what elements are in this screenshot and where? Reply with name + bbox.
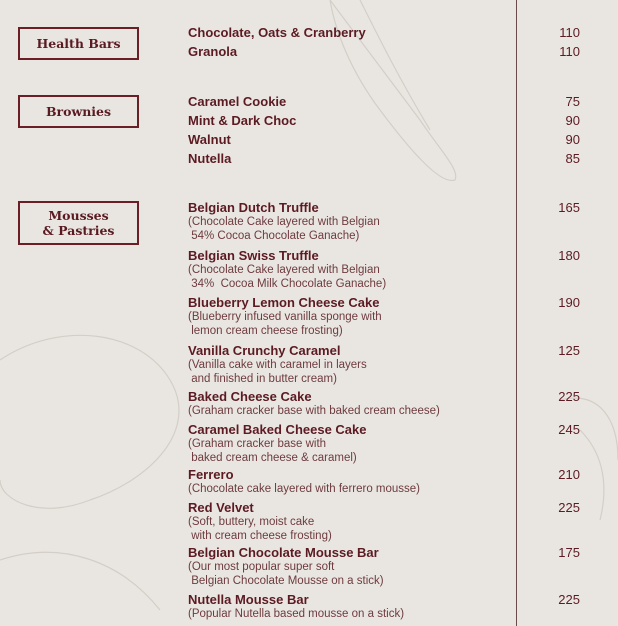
item-price: 165 — [558, 200, 580, 215]
menu-item — [188, 113, 508, 128]
menu-item — [188, 389, 508, 418]
item-name: Granola — [188, 44, 238, 59]
item-price: 90 — [565, 113, 580, 128]
menu-item — [188, 248, 508, 291]
item-price: 90 — [565, 132, 580, 147]
item-name: Belgian Swiss Truffle — [188, 248, 319, 263]
item-price: 180 — [558, 248, 580, 263]
item-price: 175 — [558, 545, 580, 560]
menu-item — [188, 200, 508, 243]
item-name: Red Velvet — [188, 500, 254, 515]
menu-item — [188, 295, 508, 338]
item-name: Belgian Chocolate Mousse Bar — [188, 545, 379, 560]
item-description: (Blueberry infused vanilla sponge with lemon cream cheese frosting) — [188, 311, 382, 337]
item-price: 85 — [565, 151, 580, 166]
menu-item — [188, 151, 508, 166]
item-description: (Popular Nutella based mousse on a stick) — [188, 608, 405, 620]
item-name: Walnut — [188, 132, 231, 147]
item-name: Nutella — [188, 151, 232, 166]
category-health-bars: Health Bars — [18, 27, 139, 60]
item-price: 225 — [558, 592, 580, 607]
item-name: Caramel Cookie — [188, 94, 287, 109]
item-description: (Chocolate Cake layered with Belgian 34% Cocoa Milk Chocolate Ganache) — [188, 264, 387, 290]
item-description: (Graham cracker base with baked cream cheese) — [188, 405, 440, 417]
item-price: 75 — [565, 94, 580, 109]
item-name: Ferrero — [188, 467, 234, 482]
item-name: Belgian Dutch Truffle — [188, 200, 319, 215]
item-name: Mint & Dark Choc — [188, 113, 297, 128]
item-price: 245 — [558, 422, 580, 437]
item-name: Chocolate, Oats & Cranberry — [188, 25, 366, 40]
item-price: 225 — [558, 500, 580, 515]
column-divider — [516, 0, 517, 626]
item-name: Caramel Baked Cheese Cake — [188, 422, 367, 437]
menu-item — [188, 132, 508, 147]
item-description: (Graham cracker base with baked cream cheese & caramel) — [188, 438, 357, 464]
item-price: 110 — [559, 44, 580, 59]
item-description: (Soft, buttery, moist cake with cream cheese frosting) — [188, 516, 332, 542]
menu-item — [188, 422, 508, 465]
menu-item — [188, 94, 508, 109]
menu-item — [188, 545, 508, 588]
item-price: 225 — [558, 389, 580, 404]
menu-item — [188, 500, 508, 543]
item-description: (Our most popular super soft Belgian Chocolate Mousse on a stick) — [188, 561, 384, 587]
menu-item — [188, 343, 508, 386]
item-name: Blueberry Lemon Cheese Cake — [188, 295, 380, 310]
item-description: (Chocolate Cake layered with Belgian 54% Cocoa Chocolate Ganache) — [188, 216, 380, 242]
menu-item — [188, 592, 508, 621]
item-price: 210 — [558, 467, 580, 482]
item-description: (Chocolate cake layered with ferrero mousse) — [188, 483, 421, 495]
menu-item — [188, 44, 508, 59]
item-name: Baked Cheese Cake — [188, 389, 312, 404]
category-brownies: Brownies — [18, 95, 139, 128]
item-name: Nutella Mousse Bar — [188, 592, 309, 607]
item-description: (Vanilla cake with caramel in layers and finished in butter cream) — [188, 359, 367, 385]
category-mousses-pastries: Mousses & Pastries — [18, 201, 139, 245]
menu-item — [188, 25, 508, 40]
item-price: 110 — [559, 25, 580, 40]
item-price: 125 — [558, 343, 580, 358]
item-name: Vanilla Crunchy Caramel — [188, 343, 341, 358]
item-price: 190 — [558, 295, 580, 310]
menu-item — [188, 467, 508, 496]
